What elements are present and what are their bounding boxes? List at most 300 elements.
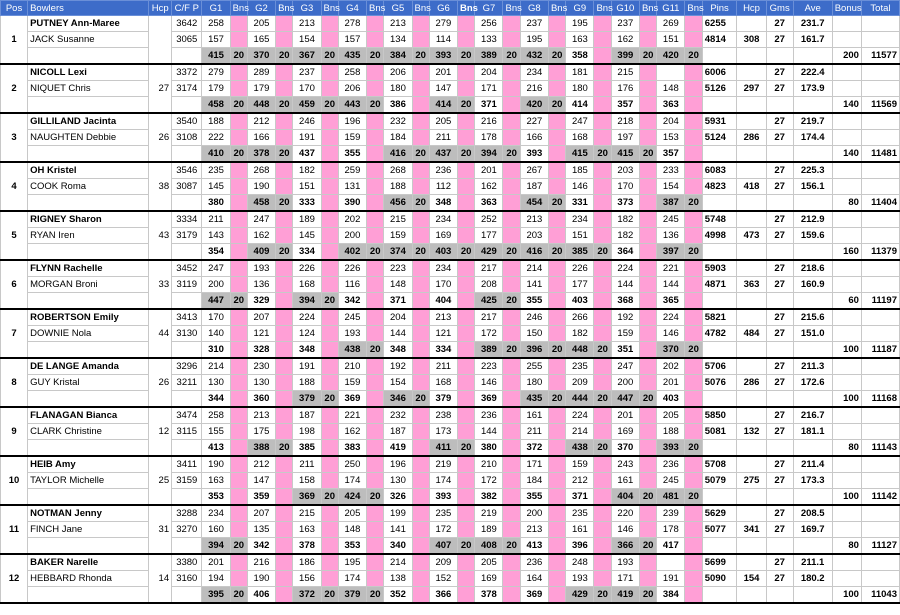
team-game-bonus: 20 (685, 489, 702, 506)
team-pins (702, 587, 737, 604)
team-game-total: 429 (566, 587, 594, 604)
bonus-cell (367, 554, 384, 571)
game-score: 246 (520, 309, 548, 326)
carry-forward-pins: 3452 (172, 260, 202, 277)
game-score: 148 (338, 522, 366, 538)
bonus-points (832, 456, 861, 473)
team-gms (766, 146, 793, 163)
team-game-total: 358 (566, 48, 594, 65)
bonus-cell (685, 228, 702, 244)
bonus-points (832, 277, 861, 293)
bowler-row (1, 228, 900, 244)
bonus-cell (412, 456, 429, 473)
bonus-cell (458, 64, 475, 81)
team-game-bonus (321, 146, 338, 163)
pins-total: 5081 (702, 424, 737, 440)
game-score: 258 (202, 16, 230, 32)
bonus-cell (230, 162, 247, 179)
team-game-bonus: 20 (367, 48, 384, 65)
game-score: 174 (429, 473, 457, 489)
team-game-total: 380 (475, 440, 503, 457)
games-played: 27 (766, 358, 793, 375)
team-gms (766, 587, 793, 604)
games-played: 27 (766, 211, 793, 228)
team-game-bonus (685, 293, 702, 310)
game-score: 121 (247, 326, 275, 342)
games-played: 27 (766, 326, 793, 342)
team-game-total: 379 (429, 391, 457, 408)
team-gms (766, 244, 793, 261)
team-summary-row (1, 48, 900, 65)
team-ave (793, 293, 832, 310)
column-header: G6 (429, 1, 457, 16)
game-score: 213 (429, 309, 457, 326)
game-score: 165 (247, 32, 275, 48)
bonus-cell (276, 16, 293, 32)
game-score: 187 (520, 179, 548, 195)
game-score: 212 (247, 456, 275, 473)
team-position: 11 (1, 505, 28, 554)
team-game-bonus (230, 440, 247, 457)
game-score: 158 (293, 473, 321, 489)
bonus-cell (230, 64, 247, 81)
bonus-cell (276, 228, 293, 244)
team-game-total: 378 (293, 538, 321, 555)
bonus-cell (230, 309, 247, 326)
bonus-cell (639, 228, 656, 244)
bonus-cell (548, 81, 565, 97)
bonus-cell (548, 424, 565, 440)
bonus-cell (230, 473, 247, 489)
games-played: 27 (766, 130, 793, 146)
team-gms (766, 391, 793, 408)
team-game-total: 372 (520, 440, 548, 457)
team-game-bonus (412, 97, 429, 114)
bonus-cell (321, 424, 338, 440)
bonus-points (832, 228, 861, 244)
team-game-bonus: 20 (639, 489, 656, 506)
team-position: 3 (1, 113, 28, 162)
game-score: 234 (429, 260, 457, 277)
team-game-bonus: 20 (412, 48, 429, 65)
game-score: 135 (247, 522, 275, 538)
team-bonus: 140 (832, 97, 861, 114)
bonus-cell (685, 260, 702, 277)
game-score: 154 (293, 32, 321, 48)
average: 222.4 (793, 64, 832, 81)
bonus-cell (230, 375, 247, 391)
bowler-row (1, 424, 900, 440)
game-score: 245 (657, 211, 685, 228)
team-game-bonus: 20 (548, 97, 565, 114)
bowler-row (1, 130, 900, 146)
bonus-points (832, 571, 861, 587)
pins-total: 4823 (702, 179, 737, 195)
bonus-cell (412, 424, 429, 440)
bonus-cell (548, 473, 565, 489)
bonus-cell (685, 16, 702, 32)
team-total (861, 64, 899, 81)
average: 161.7 (793, 32, 832, 48)
bonus-cell (503, 473, 520, 489)
bonus-cell (412, 162, 429, 179)
bowler-name: DE LANGE Amanda (28, 358, 149, 375)
games-played: 27 (766, 81, 793, 97)
game-score: 191 (293, 130, 321, 146)
team-game-total: 390 (338, 195, 366, 212)
team-ave (793, 195, 832, 212)
team-game-bonus: 20 (412, 195, 429, 212)
game-score: 209 (429, 554, 457, 571)
game-score: 239 (657, 505, 685, 522)
team-total: 11197 (861, 293, 899, 310)
team-game-bonus (321, 440, 338, 457)
bonus-cell (548, 32, 565, 48)
average: 169.7 (793, 522, 832, 538)
game-score: 245 (657, 473, 685, 489)
bonus-cell (230, 130, 247, 146)
bonus-cell (458, 505, 475, 522)
team-game-bonus: 20 (276, 48, 293, 65)
bonus-cell (503, 522, 520, 538)
team-game-bonus (503, 97, 520, 114)
bonus-cell (548, 113, 565, 130)
team-game-total: 360 (247, 391, 275, 408)
game-score: 200 (202, 277, 230, 293)
game-score: 154 (384, 375, 412, 391)
bonus-cell (230, 358, 247, 375)
game-score: 147 (247, 473, 275, 489)
team-game-total: 331 (566, 195, 594, 212)
bowler-name: TAYLOR Michelle (28, 473, 149, 489)
team-game-bonus (276, 538, 293, 555)
game-score: 163 (566, 32, 594, 48)
bonus-points (832, 260, 861, 277)
team-ave (793, 48, 832, 65)
team-game-bonus (367, 538, 384, 555)
games-played: 27 (766, 16, 793, 32)
bonus-cell (276, 64, 293, 81)
game-score: 193 (247, 260, 275, 277)
team-hcp (737, 342, 766, 359)
bonus-cell (367, 375, 384, 391)
bonus-cell (276, 32, 293, 48)
bonus-points (832, 407, 861, 424)
bowler-name: PUTNEY Ann-Maree (28, 16, 149, 32)
team-game-bonus: 20 (367, 489, 384, 506)
team-summary-label (28, 293, 149, 310)
bonus-cell (321, 228, 338, 244)
team-summary-row (1, 538, 900, 555)
games-played: 27 (766, 375, 793, 391)
game-score: 180 (566, 81, 594, 97)
bowler-name: OH Kristel (28, 162, 149, 179)
team-summary-row (1, 97, 900, 114)
game-score: 141 (520, 277, 548, 293)
team-game-total: 370 (611, 440, 639, 457)
bonus-cell (276, 554, 293, 571)
game-score: 131 (338, 179, 366, 195)
game-score: 226 (566, 260, 594, 277)
bonus-cell (412, 407, 429, 424)
games-played: 27 (766, 407, 793, 424)
game-score: 208 (475, 277, 503, 293)
team-game-bonus: 20 (367, 587, 384, 604)
bonus-cell (367, 326, 384, 342)
team-game-total: 374 (384, 244, 412, 261)
team-total (861, 375, 899, 391)
team-game-bonus: 20 (412, 391, 429, 408)
average: 160.9 (793, 277, 832, 293)
team-pins (702, 342, 737, 359)
team-game-total: 383 (338, 440, 366, 457)
game-score: 155 (202, 424, 230, 440)
game-score: 204 (475, 64, 503, 81)
team-game-bonus (548, 440, 565, 457)
bonus-cell (548, 277, 565, 293)
bowler-name: GUY Kristal (28, 375, 149, 391)
team-game-bonus: 20 (412, 146, 429, 163)
team-game-bonus (230, 342, 247, 359)
bonus-cell (276, 473, 293, 489)
team-game-total: 346 (384, 391, 412, 408)
bonus-cell (503, 375, 520, 391)
bowler-row (1, 113, 900, 130)
bowler-row (1, 505, 900, 522)
team-game-total: 384 (384, 48, 412, 65)
handicap-total: 297 (737, 81, 766, 97)
team-gms (766, 195, 793, 212)
team-pins (702, 489, 737, 506)
bonus-cell (412, 32, 429, 48)
bonus-cell (276, 81, 293, 97)
team-game-bonus (458, 195, 475, 212)
game-score: 227 (520, 113, 548, 130)
bonus-cell (458, 179, 475, 195)
bonus-cell (412, 179, 429, 195)
bonus-cell (639, 375, 656, 391)
game-score: 171 (611, 571, 639, 587)
team-game-total: 353 (202, 489, 230, 506)
team-position: 4 (1, 162, 28, 211)
game-score (657, 554, 685, 571)
games-played: 27 (766, 473, 793, 489)
team-game-bonus: 20 (685, 440, 702, 457)
team-game-total: 371 (566, 489, 594, 506)
bonus-cell (230, 228, 247, 244)
team-pins (702, 538, 737, 555)
pins-total: 5699 (702, 554, 737, 571)
bowler-row (1, 522, 900, 538)
handicap-total (737, 407, 766, 424)
team-game-total: 342 (247, 538, 275, 555)
game-score: 159 (384, 228, 412, 244)
column-header: Bns (685, 1, 702, 16)
bowler-row (1, 326, 900, 342)
team-ave (793, 244, 832, 261)
average: 180.2 (793, 571, 832, 587)
game-score: 176 (611, 81, 639, 97)
bonus-cell (594, 571, 611, 587)
game-score: 157 (202, 32, 230, 48)
game-score: 166 (247, 130, 275, 146)
average: 173.3 (793, 473, 832, 489)
bonus-points (832, 358, 861, 375)
handicap-total (737, 456, 766, 473)
bonus-cell (594, 473, 611, 489)
team-summary-cf (172, 440, 202, 457)
bonus-cell (639, 473, 656, 489)
average: 156.1 (793, 179, 832, 195)
team-game-bonus (685, 146, 702, 163)
game-score: 236 (520, 554, 548, 571)
team-game-total: 397 (657, 244, 685, 261)
team-game-total: 406 (247, 587, 275, 604)
game-score: 278 (338, 16, 366, 32)
column-header: G8 (520, 1, 548, 16)
bonus-cell (230, 554, 247, 571)
game-score: 268 (384, 162, 412, 179)
game-score: 214 (384, 554, 412, 571)
game-score: 224 (611, 260, 639, 277)
bowler-name: GILLILAND Jacinta (28, 113, 149, 130)
column-header: Gms (766, 1, 793, 16)
bonus-points (832, 32, 861, 48)
team-game-bonus (367, 195, 384, 212)
bonus-cell (503, 162, 520, 179)
bonus-cell (321, 162, 338, 179)
carry-forward-pins: 3546 (172, 162, 202, 179)
team-bonus: 80 (832, 440, 861, 457)
bowler-name: NIQUET Chris (28, 81, 149, 97)
game-score: 199 (384, 505, 412, 522)
team-ave (793, 97, 832, 114)
carry-forward-pins: 3474 (172, 407, 202, 424)
team-game-bonus (412, 587, 429, 604)
bowler-row (1, 32, 900, 48)
team-hcp (737, 587, 766, 604)
bonus-cell (367, 211, 384, 228)
team-total (861, 211, 899, 228)
game-score: 234 (202, 505, 230, 522)
bonus-cell (367, 162, 384, 179)
team-game-bonus (321, 342, 338, 359)
team-summary-label (28, 538, 149, 555)
game-score: 163 (293, 522, 321, 538)
game-score: 222 (202, 130, 230, 146)
game-score: 130 (202, 375, 230, 391)
team-game-bonus (230, 195, 247, 212)
game-score: 266 (566, 309, 594, 326)
carry-forward-pins: 3179 (172, 228, 202, 244)
bonus-cell (276, 358, 293, 375)
carry-forward-pins: 3087 (172, 179, 202, 195)
team-game-total: 387 (657, 195, 685, 212)
team-game-bonus (503, 587, 520, 604)
bonus-cell (321, 113, 338, 130)
game-score: 279 (202, 64, 230, 81)
bonus-cell (367, 16, 384, 32)
team-game-bonus: 20 (321, 391, 338, 408)
team-gms (766, 48, 793, 65)
team-game-total: 378 (247, 146, 275, 163)
team-game-bonus: 20 (548, 342, 565, 359)
bonus-cell (639, 260, 656, 277)
team-game-bonus: 20 (594, 587, 611, 604)
pins-total: 4998 (702, 228, 737, 244)
team-handicap: 44 (149, 309, 172, 358)
game-score: 245 (338, 309, 366, 326)
bonus-cell (685, 456, 702, 473)
pins-total: 5903 (702, 260, 737, 277)
game-score: 145 (202, 179, 230, 195)
game-score: 140 (202, 326, 230, 342)
game-score: 163 (202, 473, 230, 489)
game-score: 195 (520, 32, 548, 48)
team-game-bonus (594, 489, 611, 506)
game-score: 151 (293, 179, 321, 195)
game-score: 159 (566, 456, 594, 473)
carry-forward-pins: 3270 (172, 522, 202, 538)
team-position: 6 (1, 260, 28, 309)
team-game-total: 435 (520, 391, 548, 408)
bonus-cell (276, 505, 293, 522)
bonus-cell (230, 113, 247, 130)
bonus-cell (594, 358, 611, 375)
game-score: 211 (520, 424, 548, 440)
team-total (861, 179, 899, 195)
team-pins (702, 244, 737, 261)
team-game-bonus (685, 97, 702, 114)
game-score: 169 (611, 424, 639, 440)
bonus-cell (594, 16, 611, 32)
team-gms (766, 538, 793, 555)
team-pins (702, 97, 737, 114)
team-summary-cf (172, 48, 202, 65)
team-game-total: 369 (338, 391, 366, 408)
bonus-cell (548, 554, 565, 571)
bonus-cell (412, 473, 429, 489)
bonus-cell (458, 81, 475, 97)
team-game-bonus: 20 (639, 538, 656, 555)
pins-total: 5706 (702, 358, 737, 375)
bonus-cell (230, 522, 247, 538)
team-game-total: 395 (202, 587, 230, 604)
team-handicap (149, 16, 172, 65)
bonus-cell (685, 81, 702, 97)
team-total (861, 407, 899, 424)
game-score: 207 (247, 505, 275, 522)
team-game-bonus (412, 293, 429, 310)
team-pins (702, 293, 737, 310)
game-score: 204 (384, 309, 412, 326)
bonus-cell (594, 407, 611, 424)
column-header: Bowlers (28, 1, 149, 16)
bonus-cell (458, 16, 475, 32)
bonus-cell (276, 130, 293, 146)
bowler-name: BAKER Narelle (28, 554, 149, 571)
bonus-cell (594, 554, 611, 571)
bonus-cell (458, 456, 475, 473)
bonus-cell (458, 473, 475, 489)
team-game-total: 366 (429, 587, 457, 604)
game-score: 174 (338, 473, 366, 489)
team-hcp (737, 244, 766, 261)
team-game-bonus (458, 391, 475, 408)
team-game-bonus: 20 (458, 146, 475, 163)
team-game-total: 459 (293, 97, 321, 114)
column-header: G1 (202, 1, 230, 16)
